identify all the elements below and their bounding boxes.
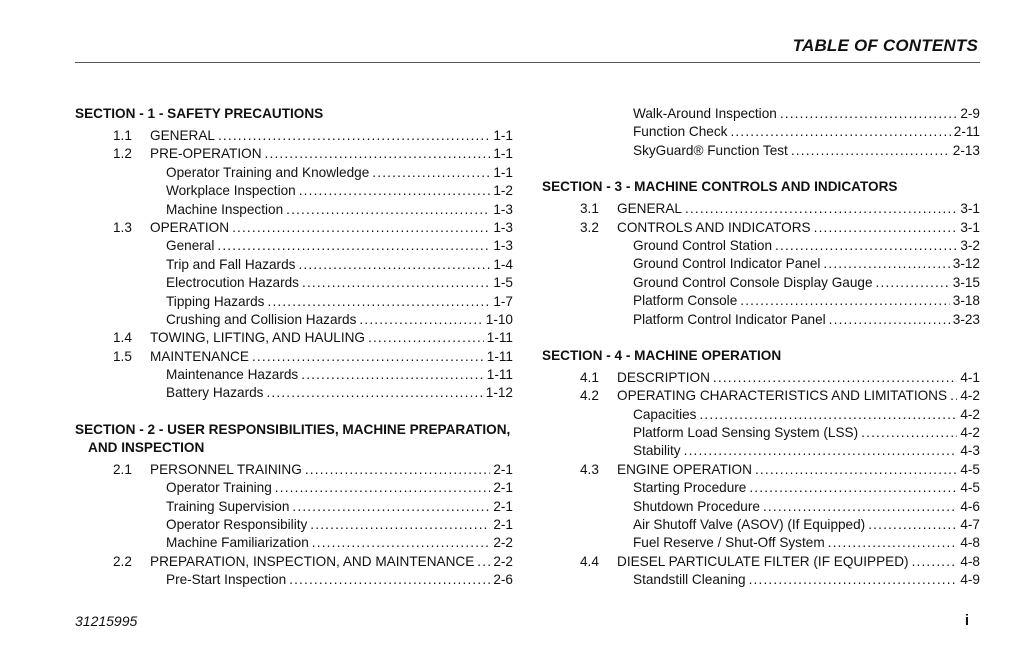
toc-entry[interactable] [542,369,980,387]
toc-entry-page: 4-1 [960,369,980,385]
dot-leader [740,292,950,310]
toc-entry-label: Fuel Reserve / Shut-Off System [633,535,825,551]
page-title: TABLE OF CONTENTS [792,36,978,55]
section-gap [542,329,980,347]
toc-entry-label: ENGINE OPERATION [617,461,752,477]
toc-entry-number: 2.2 [113,553,132,569]
toc-entry-page: 2-13 [952,142,980,158]
toc-entry-label: Air Shutoff Valve (ASOV) (If Equipped) [633,517,866,533]
dot-leader [310,516,490,534]
toc-entry-label: DESCRIPTION [617,369,710,385]
toc-subentry[interactable] [542,123,980,141]
toc-entry-page: 4-6 [960,498,980,514]
section-heading-text: SECTION - 4 - MACHINE OPERATION [542,347,782,363]
toc-entry-page: 2-1 [493,480,513,496]
toc-entry-page: 2-2 [493,553,513,569]
section-heading-text: SECTION - 2 - USER RESPONSIBILITIES, MACHINE PREPARATION, [75,421,511,437]
toc-subentry[interactable] [542,292,980,310]
dot-leader [876,274,950,292]
toc-entry-label: Platform Control Indicator Panel [633,311,826,327]
toc-entry-page: 1-3 [493,238,513,254]
dot-leader [302,274,490,292]
dot-leader [730,123,950,141]
toc-subentry[interactable] [542,311,980,329]
toc-entry-number: 1.4 [113,330,132,346]
toc-entry-label: Ground Control Indicator Panel [633,256,821,272]
dot-leader [684,442,958,460]
section-heading[interactable] [542,178,980,196]
toc-subentry[interactable] [75,311,513,329]
toc-subentry[interactable] [75,201,513,219]
toc-entry-label: Function Check [633,124,728,140]
toc-entry-label: Platform Console [633,293,738,309]
toc-entry-label: Walk-Around Inspection [633,106,777,121]
toc-entry-label: Pre-Start Inspection [166,572,287,588]
toc-entry[interactable] [75,461,513,479]
toc-entry-page: 1-11 [486,367,513,383]
toc-subentry[interactable] [542,442,980,460]
dot-leader [713,369,957,387]
toc-entry-page: 3-1 [960,219,980,235]
toc-entry-label: PERSONNEL TRAINING [150,461,302,477]
dot-leader [699,406,957,424]
toc-entry-number: 2.1 [113,461,132,477]
toc-entry-label: Standstill Cleaning [633,572,746,588]
toc-entry-label: Tipping Hazards [166,293,265,309]
toc-entry-number: 4.3 [580,461,599,477]
toc-entry-page: 4-2 [960,425,980,441]
toc-entry-label: Capacities [633,406,697,422]
toc-entry-label: Machine Familiarization [166,535,309,551]
toc-subentry[interactable] [75,237,513,255]
dot-leader [368,329,484,347]
toc-entry-page: 4-7 [960,517,980,533]
dot-leader [312,534,491,552]
dot-leader [861,424,957,442]
dot-leader [286,201,490,219]
toc-entry-page: 3-15 [952,274,980,290]
toc-left-column [75,105,513,590]
toc-subentry[interactable] [75,516,513,534]
toc-subentry[interactable] [542,424,980,442]
toc-entry[interactable] [75,127,513,145]
toc-entry-page: 1-1 [493,128,513,143]
dot-leader [749,479,957,497]
toc-entry-label: General [166,238,215,254]
toc-entry-number: 4.1 [580,369,599,385]
toc-subentry[interactable] [75,479,513,497]
toc-entry-label: Battery Hazards [166,385,264,401]
header-divider [75,62,980,63]
toc-entry-page: 3-2 [960,237,980,253]
toc-entry-page: 1-4 [493,256,513,272]
toc-entry-label: DIESEL PARTICULATE FILTER (IF EQUIPPED) [617,553,909,569]
toc-entry-page: 4-3 [960,443,980,459]
dot-leader [828,534,958,552]
toc-entry[interactable] [75,219,513,237]
toc-entry-label: Operator Responsibility [166,517,308,533]
dot-leader [359,311,482,329]
toc-entry-label: TOWING, LIFTING, AND HAULING [150,330,366,346]
toc-entry-page: 2-11 [953,124,980,140]
toc-entry-page: 1-11 [486,330,513,346]
toc-entry-page: 1-5 [493,275,513,291]
toc-subentry[interactable] [542,498,980,516]
dot-leader [755,461,957,479]
dot-leader [305,461,491,479]
toc-entry-page: 1-7 [493,293,513,309]
toc-entry-label: Crushing and Collision Hazards [166,311,357,327]
toc-subentry[interactable] [75,384,513,402]
section-heading-continuation: AND INSPECTION [88,439,205,455]
toc-entry-page: 1-3 [493,219,513,235]
dot-leader [275,479,491,497]
dot-leader [749,571,958,589]
toc-entry-page: 3-1 [960,201,980,217]
toc-subentry[interactable] [75,182,513,200]
toc-entry-label: Ground Control Station [633,237,773,253]
section-heading[interactable] [75,421,513,457]
dot-leader [814,219,958,237]
dot-leader [372,164,490,182]
toc-entry-page: 4-2 [960,406,980,422]
dot-leader [823,255,949,273]
toc-entry-number: 4.2 [580,388,599,404]
toc-entry-page: 4-5 [960,480,980,496]
toc-entry-page: 1-1 [493,164,513,180]
dot-leader [217,237,490,255]
dot-leader [266,384,482,402]
toc-entry[interactable] [75,553,513,571]
toc-subentry[interactable] [542,534,980,552]
toc-entry-page: 3-23 [952,311,980,327]
toc-entry-label: CONTROLS AND INDICATORS [617,219,811,235]
dot-leader [252,348,484,366]
toc-entry-label: Electrocution Hazards [166,275,299,291]
dot-leader [829,311,950,329]
toc-subentry[interactable] [75,534,513,552]
toc-subentry[interactable] [75,256,513,274]
toc-entry-label: GENERAL [617,201,682,217]
toc-entry-label: Workplace Inspection [166,183,296,199]
toc-entry-page: 2-1 [493,517,513,533]
toc-entry-page: 4-9 [960,572,980,588]
dot-leader [791,142,950,160]
toc-subentry[interactable] [542,406,980,424]
toc-subentry[interactable] [542,274,980,292]
toc-entry-label: Stability [633,443,681,459]
toc-entry-label: Operator Training [166,480,272,496]
dot-leader [950,387,957,405]
toc-entry-page: 1-12 [485,385,513,401]
dot-leader [477,553,490,571]
toc-entry-page: 4-8 [960,535,980,551]
toc-entry-label: Operator Training and Knowledge [166,164,370,180]
dot-leader [912,553,958,571]
toc-entry-page: 1-10 [485,311,513,327]
section-heading-text: SECTION - 3 - MACHINE CONTROLS AND INDICATORS [542,179,898,195]
toc-entry-label: MAINTENANCE [150,348,249,364]
toc-entry[interactable] [542,553,980,571]
page-number: i [964,612,969,629]
dot-leader [763,498,957,516]
toc-entry[interactable] [542,461,980,479]
section-heading-text: SECTION - 1 - SAFETY PRECAUTIONS [75,106,324,121]
toc-entry-number: 3.1 [580,201,599,217]
toc-entry-number: 1.5 [113,348,132,364]
toc-subentry[interactable] [75,164,513,182]
toc-entry-page: 1-3 [493,201,513,217]
toc-entry-page: 1-2 [493,183,513,199]
toc-entry-page: 2-1 [493,461,513,477]
dot-leader [299,182,491,200]
dot-leader [301,366,484,384]
toc-entry-label: Maintenance Hazards [166,367,299,383]
toc-entry-page: 3-12 [952,256,980,272]
toc-entry-page: 2-6 [493,572,513,588]
section-gap [542,160,980,178]
toc-entry-page: 4-2 [960,388,980,404]
toc-right-column [542,105,980,590]
dot-leader [218,127,490,145]
toc-subentry[interactable] [542,571,980,589]
section-gap [75,403,513,421]
toc-subentry[interactable] [75,571,513,589]
toc-entry-label: Trip and Fall Hazards [166,256,296,272]
toc-entry-number: 3.2 [580,219,599,235]
section-heading[interactable] [75,105,513,123]
toc-subentry[interactable] [542,142,980,160]
toc-entry-label: Platform Load Sensing System (LSS) [633,425,859,441]
toc-entry-page: 2-2 [493,535,513,551]
dot-leader [298,256,490,274]
toc-subentry[interactable] [542,237,980,255]
toc-entry-page: 2-9 [960,106,980,121]
toc-entry-number: 1.1 [113,128,132,143]
dot-leader [265,145,491,163]
toc-subentry[interactable] [542,255,980,273]
toc-entry-label: Starting Procedure [633,480,747,496]
toc-entry-label: OPERATION [150,219,230,235]
toc-entry-label: PRE-OPERATION [150,146,262,162]
toc-entry[interactable] [542,219,980,237]
toc-entry[interactable] [542,200,980,218]
dot-leader [685,200,957,218]
dot-leader [292,498,490,516]
toc-entry-label: GENERAL [150,128,215,143]
toc-entry[interactable] [75,329,513,347]
toc-subentry[interactable] [542,479,980,497]
toc-subentry[interactable] [75,498,513,516]
toc-entry-label: OPERATING CHARACTERISTICS AND LIMITATIONS [617,388,948,404]
dot-leader [289,571,490,589]
toc-entry-number: 4.4 [580,553,599,569]
dot-leader [780,105,958,123]
document-number: 31215995 [75,613,138,629]
toc-subentry[interactable] [75,293,513,311]
toc-entry-label: SkyGuard® Function Test [633,142,788,158]
toc-entry-number: 1.3 [113,219,132,235]
dot-leader [775,237,957,255]
toc-subentry[interactable] [542,105,980,123]
toc-subentry[interactable] [75,274,513,292]
toc-entry[interactable] [542,387,980,405]
dot-leader [868,516,957,534]
toc-entry-label: Machine Inspection [166,201,284,217]
toc-entry[interactable] [75,145,513,163]
toc-entry-page: 2-1 [493,498,513,514]
toc-entry-label: Shutdown Procedure [633,498,760,514]
toc-entry-page: 4-8 [960,553,980,569]
toc-subentry[interactable] [542,516,980,534]
toc-entry-page: 3-18 [952,293,980,309]
dot-leader [267,293,490,311]
toc-entry-label: Ground Control Console Display Gauge [633,274,873,290]
toc-entry[interactable] [75,348,513,366]
toc-entry-page: 1-11 [486,348,513,364]
toc-entry-label: PREPARATION, INSPECTION, AND MAINTENANCE [150,553,475,569]
toc-entry-page: 1-1 [493,146,513,162]
toc-subentry[interactable] [75,366,513,384]
dot-leader [232,219,490,237]
toc-entry-label: Training Supervision [166,498,290,514]
toc-entry-page: 4-5 [960,461,980,477]
toc-entry-number: 1.2 [113,146,132,162]
section-heading[interactable] [542,347,980,365]
